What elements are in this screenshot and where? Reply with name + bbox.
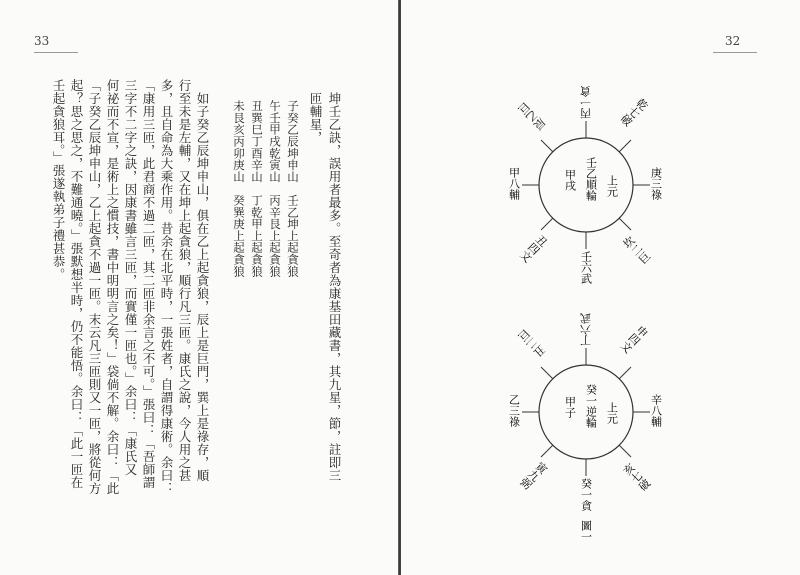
left-page xyxy=(0,0,399,575)
rule-table-row-4: 未艮亥丙卯庚山 癸巽庚上起貪狼 xyxy=(232,100,246,277)
diagram-2-spoke-6: 丑二巨 xyxy=(515,326,549,360)
text-column-10: 「康用三匝，此君商不過二匝，其二匝非余言之不可。」張曰：「吾師謂 xyxy=(141,79,156,489)
text-column-14: 起？思之思之，不難通曉。」張默想半時，仍不能悟。余曰：「此一匝在 xyxy=(69,79,84,489)
diagram-2-spoke-7: 乙三祿 xyxy=(507,394,521,427)
text-column-2: 匝輔星， xyxy=(308,92,323,144)
rule-table-row-1: 子癸乙辰坤申山 壬乙坤上起貪狼 xyxy=(286,100,300,277)
diagram-2-spoke-8: 寅九弼 xyxy=(517,458,550,492)
diagram-2-center-3: 甲子 xyxy=(563,396,577,418)
header-rule-left xyxy=(34,52,78,53)
diagram-1-spoke-7: 甲八輔 xyxy=(507,167,521,200)
diagram-2-spoke-2: 亥七破 xyxy=(619,461,653,494)
text-column-15: 壬起貪狼耳。」張遂執弟子禮甚恭。 xyxy=(51,79,66,281)
figure-caption: 圖一 xyxy=(579,520,593,542)
diagram-2-spoke-4: 申四文 xyxy=(617,322,651,356)
diagram-1-spoke-5: 丙一貪 xyxy=(579,86,593,119)
diagram-1-center-3: 甲戌 xyxy=(563,169,577,191)
text-column-1: 坤壬乙訣，誤用者最多。至奇者為康基田藏書，其九星，節，註即三 xyxy=(327,92,342,482)
diagram-2-center-1: 上元 xyxy=(605,402,619,424)
diagrams-svg xyxy=(401,0,800,575)
page-number-right: 32 xyxy=(725,34,741,48)
diagram-2-center-2: 癸一逆輪 xyxy=(584,384,598,428)
diagram-1-spoke-4: 乾七破 xyxy=(617,95,651,129)
right-page xyxy=(401,0,800,575)
diagram-2 xyxy=(508,312,663,542)
diagram-1 xyxy=(508,85,663,284)
diagram-1-center-2: 壬乙順輪 xyxy=(584,157,598,201)
diagram-2-spoke-3: 辛八輔 xyxy=(649,394,663,427)
diagram-2-spoke-1: 癸一貪 xyxy=(579,478,593,511)
diagram-1-spoke-3: 庚三祿 xyxy=(649,167,663,200)
text-column-13: 「子癸乙辰坤申山，乙上起貪不過一匝。末云凡三匝則又一匝，將從何方 xyxy=(87,79,102,495)
text-column-7: 如子癸乙辰坤申山，俱在乙上起貪狼，辰上是巨門，巽上是祿存，順 xyxy=(195,92,210,482)
page-number-left: 33 xyxy=(34,34,50,48)
diagram-1-spoke-1: 壬六武 xyxy=(579,251,593,284)
rule-table-row-3: 丑巽巳丁酉辛山 丁乾甲上起貪狼 xyxy=(250,100,264,277)
diagram-2-spoke-5: 丁六武 xyxy=(579,313,593,346)
text-column-8: 行至未是左輔，又在坤上起貪狼，順行凡三匝。康氏之說，今人用之甚 xyxy=(177,79,192,482)
diagram-1-center-1: 上元 xyxy=(605,175,619,197)
diagram-1-spoke-6: 辰乙巨 xyxy=(515,99,549,133)
text-column-12: 何祕而不宣，是術上之慣技，書中明明言之矣！」袋倘不解。余曰：「此 xyxy=(105,79,120,495)
diagram-1-spoke-2: 坎二巨 xyxy=(619,234,653,267)
diagram-1-spoke-8: 丑四文 xyxy=(517,231,550,265)
rule-table-row-2: 午壬甲戌乾寅山 丙辛艮上起貪狼 xyxy=(268,100,282,277)
text-column-9: 多，且自命為大乘作用。昔余在北平時，一張姓者，自謂得康術。余曰： xyxy=(159,79,174,495)
text-column-11: 三字不二字之訣，因康書雖言三匝，而實僅一匝也。」余曰：「康氏又 xyxy=(123,79,138,476)
